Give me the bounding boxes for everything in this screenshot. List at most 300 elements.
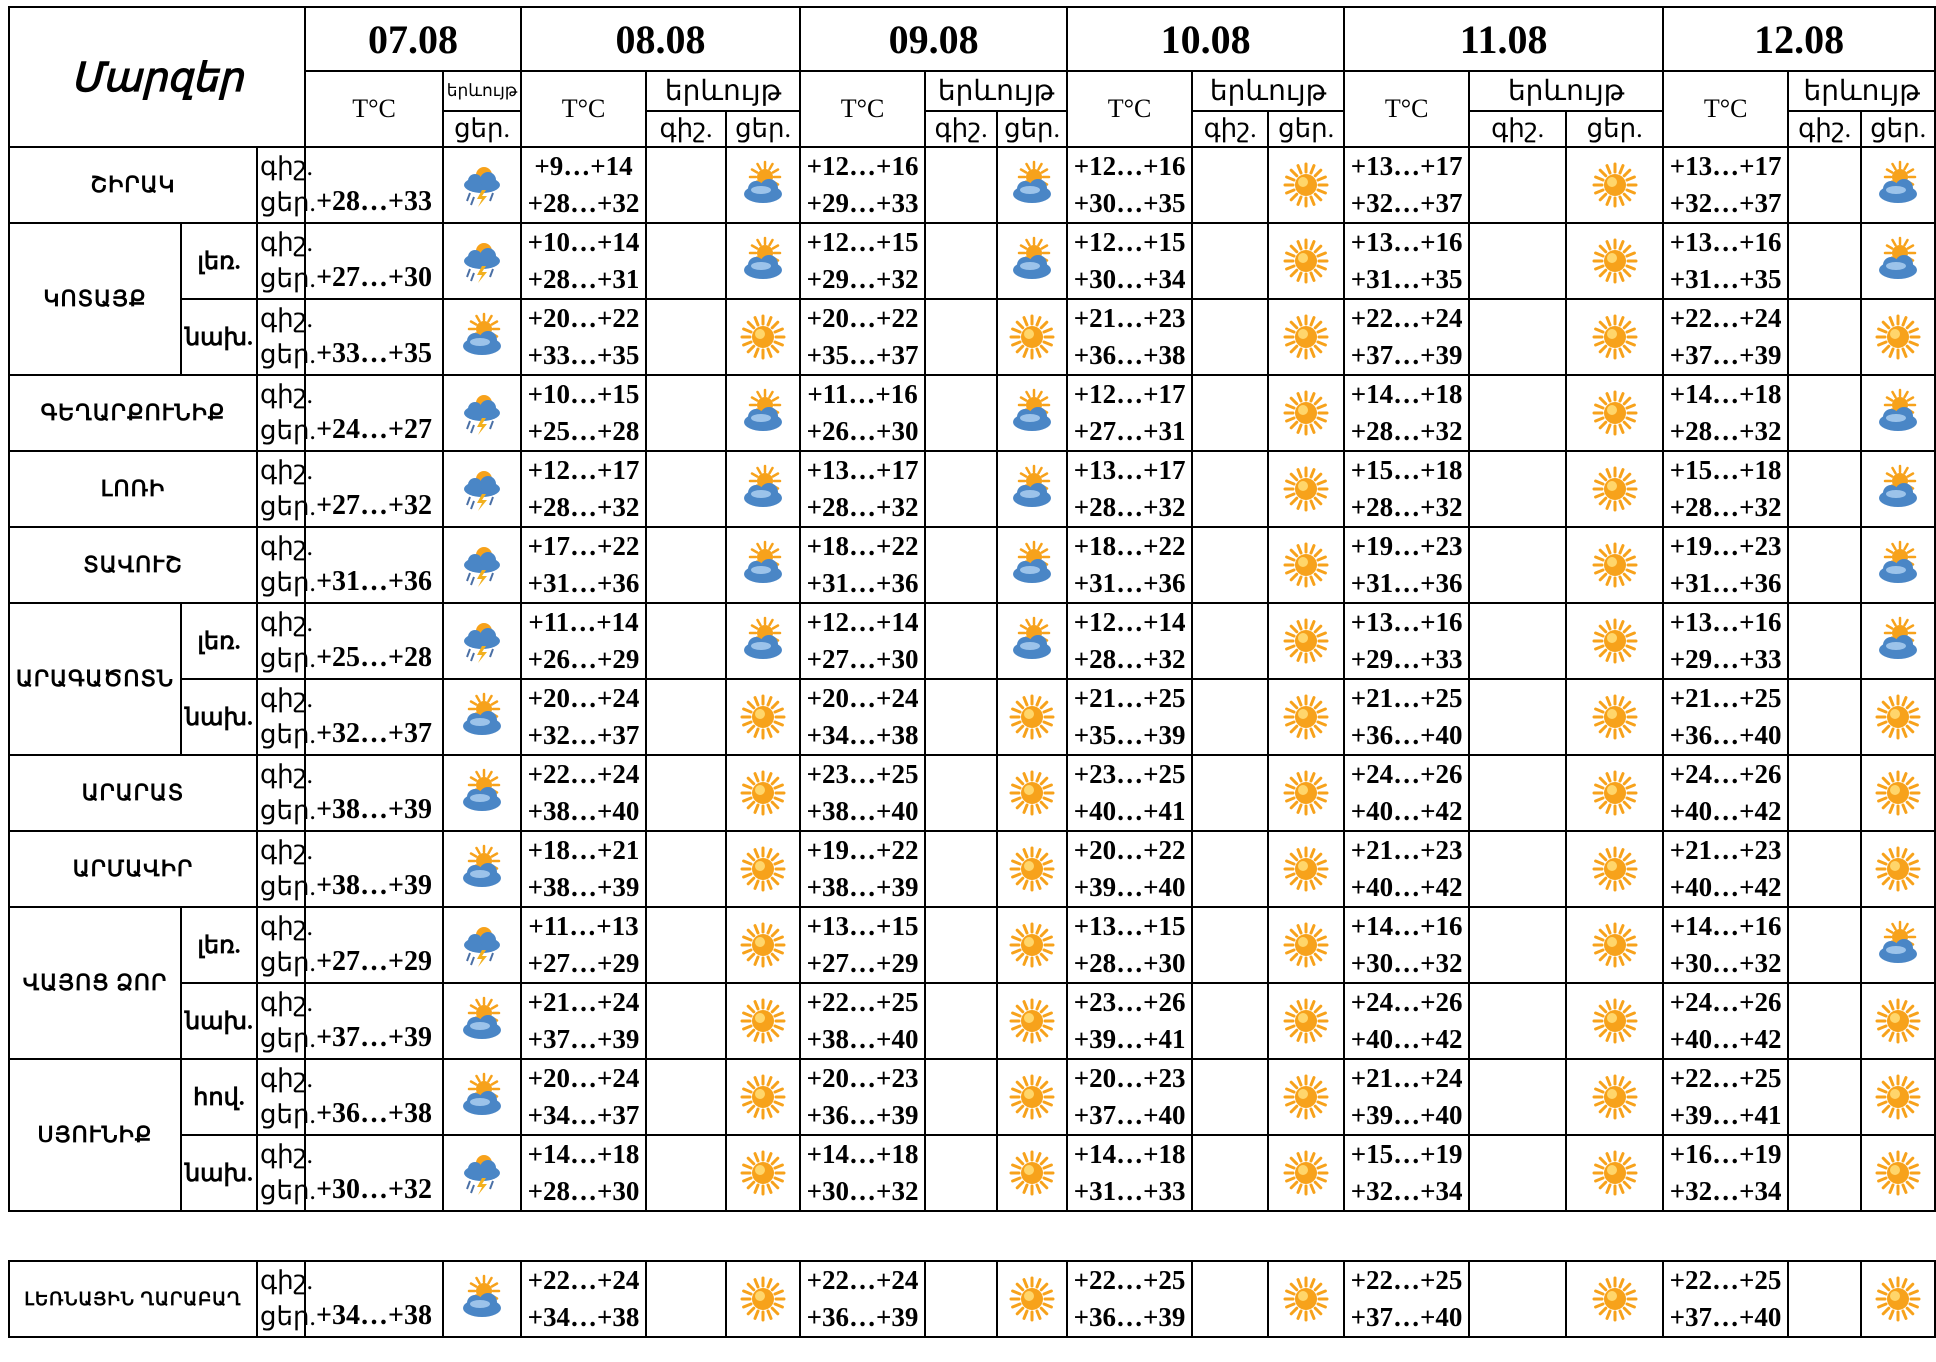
- day-temp: +30…+32: [1669, 948, 1782, 978]
- day-temp: +26…+29: [527, 644, 640, 674]
- day-temp: +26…+30: [806, 416, 919, 446]
- sun-icon: [1282, 997, 1330, 1045]
- crescent-moon-icon: [1788, 1135, 1861, 1211]
- sun-icon: [1874, 1073, 1922, 1121]
- partly-cloudy-icon: [997, 223, 1067, 299]
- day-temp: +32…+34: [1350, 1176, 1463, 1206]
- sun-icon: [1874, 769, 1922, 817]
- karabakh-table: [8, 1260, 1936, 1338]
- sun-icon: [1874, 997, 1922, 1045]
- crescent-moon-icon: [1494, 465, 1542, 513]
- day-temp: +31…+36: [305, 527, 443, 603]
- crescent-moon-icon: [925, 603, 997, 679]
- day-label: ցեր.: [260, 340, 316, 369]
- night-header: գիշ.: [925, 111, 997, 147]
- sun-icon: [1591, 237, 1639, 285]
- crescent-moon-icon: [937, 389, 985, 437]
- day-temp: +39…+41: [1073, 1024, 1186, 1054]
- night-label: գիշ.: [260, 608, 314, 637]
- day-temp: +39…+40: [1073, 872, 1186, 902]
- thunderstorm-icon: [443, 603, 521, 679]
- day-temp: +34…+38: [527, 1302, 640, 1332]
- sun-icon: [1282, 1149, 1330, 1197]
- sun-icon: [1566, 679, 1663, 755]
- night-temp: +19…+23: [1350, 531, 1463, 561]
- temp-range-cell: [1344, 299, 1469, 375]
- sun-icon: [1591, 617, 1639, 665]
- temp-range-cell: [521, 679, 646, 755]
- night-temp: +13…+15: [806, 911, 919, 941]
- time-labels: [257, 603, 316, 679]
- crescent-moon-icon: [925, 679, 997, 755]
- thunderstorm-icon: [458, 465, 506, 513]
- sun-icon: [1566, 223, 1663, 299]
- day-temp: +28…+32: [1669, 492, 1782, 522]
- day-temp: +39…+40: [1350, 1100, 1463, 1130]
- sun-icon: [726, 299, 800, 375]
- crescent-moon-icon: [937, 1275, 985, 1323]
- day-temp: +40…+42: [1669, 1024, 1782, 1054]
- crescent-moon-icon: [646, 831, 726, 907]
- sun-icon: [1591, 313, 1639, 361]
- partly-cloudy-icon: [458, 313, 506, 361]
- crescent-moon-icon: [646, 527, 726, 603]
- temp-range-cell: [1663, 1261, 1788, 1337]
- night-label: գիշ.: [260, 1064, 314, 1093]
- thunderstorm-icon: [458, 161, 506, 209]
- partly-cloudy-icon: [726, 147, 800, 223]
- day-label: ցեր.: [260, 720, 316, 749]
- night-temp: +13…+16: [1350, 227, 1463, 257]
- partly-cloudy-icon: [1008, 389, 1056, 437]
- temp-header: T°C: [1067, 71, 1192, 147]
- sun-icon: [1008, 921, 1056, 969]
- partly-cloudy-icon: [458, 769, 506, 817]
- subregion-label: լեռ.: [181, 907, 257, 983]
- sun-icon: [1591, 1073, 1639, 1121]
- temp-header: T°C: [521, 71, 646, 147]
- night-temp: +20…+23: [806, 1063, 919, 1093]
- night-temp: +21…+23: [1073, 303, 1186, 333]
- day-temp: +40…+42: [1350, 872, 1463, 902]
- day-temp: +28…+33: [305, 147, 443, 223]
- day-label: ցեր.: [260, 1176, 316, 1205]
- temp-range-cell: [1663, 223, 1788, 299]
- crescent-moon-icon: [925, 1059, 997, 1135]
- crescent-moon-icon: [925, 527, 997, 603]
- day-label: ցեր.: [260, 1024, 316, 1053]
- night-temp: +13…+17: [1350, 151, 1463, 181]
- day-label: ցեր.: [260, 872, 316, 901]
- day-temp: +38…+40: [806, 1024, 919, 1054]
- partly-cloudy-icon: [739, 161, 787, 209]
- crescent-moon-icon: [662, 1073, 710, 1121]
- crescent-moon-icon: [1192, 603, 1268, 679]
- thunderstorm-icon: [443, 1135, 521, 1211]
- night-temp: +12…+17: [527, 455, 640, 485]
- crescent-moon-icon: [662, 617, 710, 665]
- crescent-moon-icon: [1494, 769, 1542, 817]
- temp-range-cell: [1663, 755, 1788, 831]
- crescent-moon-icon: [1494, 389, 1542, 437]
- crescent-moon-icon: [646, 1261, 726, 1337]
- subregion-label: նախ.: [181, 983, 257, 1059]
- sun-icon: [1591, 161, 1639, 209]
- crescent-moon-icon: [1469, 1261, 1566, 1337]
- crescent-moon-icon: [937, 1073, 985, 1121]
- crescent-moon-icon: [937, 997, 985, 1045]
- day-temp: +25…+28: [305, 603, 443, 679]
- temp-range-cell: [800, 375, 925, 451]
- day-temp: +36…+38: [305, 1059, 443, 1135]
- night-temp: +12…+15: [806, 227, 919, 257]
- thunderstorm-icon: [458, 237, 506, 285]
- temp-range-cell: [1663, 983, 1788, 1059]
- temp-range-cell: [1344, 831, 1469, 907]
- crescent-moon-icon: [646, 755, 726, 831]
- partly-cloudy-icon: [443, 755, 521, 831]
- night-temp: +21…+24: [527, 987, 640, 1017]
- crescent-moon-icon: [1494, 617, 1542, 665]
- sun-icon: [1861, 679, 1935, 755]
- night-temp: +21…+24: [1350, 1063, 1463, 1093]
- time-labels: [257, 1261, 316, 1337]
- day-temp: +40…+42: [1350, 1024, 1463, 1054]
- crescent-moon-icon: [1192, 299, 1268, 375]
- sun-icon: [1268, 451, 1344, 527]
- partly-cloudy-icon: [443, 1261, 521, 1337]
- sun-icon: [997, 831, 1067, 907]
- partly-cloudy-icon: [1861, 907, 1935, 983]
- thunderstorm-icon: [443, 147, 521, 223]
- day-temp: +34…+37: [527, 1100, 640, 1130]
- crescent-moon-icon: [662, 389, 710, 437]
- temp-range-cell: [800, 223, 925, 299]
- day-temp: +35…+39: [1073, 720, 1186, 750]
- crescent-moon-icon: [1801, 845, 1849, 893]
- crescent-moon-icon: [1469, 907, 1566, 983]
- crescent-moon-icon: [662, 769, 710, 817]
- night-temp: +20…+22: [527, 303, 640, 333]
- sun-icon: [1874, 845, 1922, 893]
- night-temp: +21…+25: [1669, 683, 1782, 713]
- crescent-moon-icon: [646, 983, 726, 1059]
- temp-range-cell: [521, 527, 646, 603]
- day-temp: +31…+35: [1350, 264, 1463, 294]
- sun-icon: [1268, 679, 1344, 755]
- day-label: ցեր.: [260, 796, 316, 825]
- region-name: ԳԵՂԱՐՔՈՒՆԻՔ: [9, 375, 257, 451]
- temp-range-cell: [800, 831, 925, 907]
- sun-icon: [1008, 1275, 1056, 1323]
- crescent-moon-icon: [1494, 161, 1542, 209]
- night-temp: +18…+21: [527, 835, 640, 865]
- crescent-moon-icon: [937, 845, 985, 893]
- night-label: գիշ.: [260, 988, 314, 1017]
- day-label: ցեր.: [260, 416, 316, 445]
- day-temp: +36…+39: [1073, 1302, 1186, 1332]
- crescent-moon-icon: [937, 541, 985, 589]
- sun-icon: [1566, 907, 1663, 983]
- day-temp: +30…+34: [1073, 264, 1186, 294]
- partly-cloudy-icon: [1861, 603, 1935, 679]
- thunderstorm-icon: [458, 389, 506, 437]
- crescent-moon-icon: [1206, 1275, 1254, 1323]
- sun-icon: [1008, 997, 1056, 1045]
- partly-cloudy-icon: [1861, 375, 1935, 451]
- crescent-moon-icon: [646, 147, 726, 223]
- temp-range-cell: [1663, 907, 1788, 983]
- crescent-moon-icon: [1206, 389, 1254, 437]
- day-temp: +31…+36: [1350, 568, 1463, 598]
- partly-cloudy-icon: [443, 983, 521, 1059]
- temp-range-cell: [1067, 451, 1192, 527]
- region-name: ԿՈՏԱՅՔ: [9, 223, 181, 375]
- crescent-moon-icon: [937, 769, 985, 817]
- sun-icon: [1591, 769, 1639, 817]
- sun-icon: [1282, 693, 1330, 741]
- night-temp: +20…+24: [806, 683, 919, 713]
- sun-icon: [1861, 1261, 1935, 1337]
- day-temp: +38…+39: [806, 872, 919, 902]
- sun-icon: [1591, 1275, 1639, 1323]
- temp-range-cell: [521, 299, 646, 375]
- region-name: ՍՅՈՒՆԻՔ: [9, 1059, 181, 1211]
- time-labels: [257, 451, 316, 527]
- crescent-moon-icon: [1469, 527, 1566, 603]
- temp-range-cell: [800, 147, 925, 223]
- day-temp: +27…+29: [305, 907, 443, 983]
- crescent-moon-icon: [1788, 451, 1861, 527]
- temp-range-cell: [800, 755, 925, 831]
- phenomenon-header: երևույթ: [646, 71, 800, 111]
- partly-cloudy-icon: [1861, 223, 1935, 299]
- night-label: գիշ.: [260, 684, 314, 713]
- sun-icon: [997, 755, 1067, 831]
- crescent-moon-icon: [937, 617, 985, 665]
- temp-range-cell: [1344, 1059, 1469, 1135]
- temp-range-cell: [1344, 907, 1469, 983]
- night-temp: +12…+16: [806, 151, 919, 181]
- temp-range-cell: [800, 907, 925, 983]
- crescent-moon-icon: [1192, 451, 1268, 527]
- partly-cloudy-icon: [726, 527, 800, 603]
- crescent-moon-icon: [1206, 465, 1254, 513]
- sun-icon: [739, 921, 787, 969]
- day-temp: +28…+31: [527, 264, 640, 294]
- night-temp: +10…+15: [527, 379, 640, 409]
- sun-icon: [1268, 299, 1344, 375]
- region-name: ԼՈՌԻ: [9, 451, 257, 527]
- temp-range-cell: [1067, 299, 1192, 375]
- subregion-label: հով.: [181, 1059, 257, 1135]
- night-temp: +13…+16: [1669, 227, 1782, 257]
- night-temp: +14…+18: [1073, 1139, 1186, 1169]
- crescent-moon-icon: [662, 921, 710, 969]
- temp-range-cell: [1344, 1261, 1469, 1337]
- sun-icon: [1591, 541, 1639, 589]
- temp-range-cell: [1344, 983, 1469, 1059]
- day-label: ցեր.: [260, 188, 316, 217]
- sun-icon: [1861, 755, 1935, 831]
- sun-icon: [739, 997, 787, 1045]
- day-temp: +28…+32: [1350, 492, 1463, 522]
- crescent-moon-icon: [1788, 907, 1861, 983]
- crescent-moon-icon: [1801, 693, 1849, 741]
- day-temp: +40…+42: [1669, 796, 1782, 826]
- night-temp: +18…+22: [806, 531, 919, 561]
- temp-header: T°C: [305, 71, 443, 147]
- night-temp: +20…+22: [806, 303, 919, 333]
- temp-range-cell: [800, 1135, 925, 1211]
- sun-icon: [1282, 313, 1330, 361]
- crescent-moon-icon: [646, 1059, 726, 1135]
- crescent-moon-icon: [925, 147, 997, 223]
- crescent-moon-icon: [925, 451, 997, 527]
- crescent-moon-icon: [1494, 1073, 1542, 1121]
- time-labels: [257, 223, 316, 299]
- crescent-moon-icon: [1469, 679, 1566, 755]
- region-name: ԱՐԱՐԱՏ: [9, 755, 257, 831]
- night-temp: +11…+13: [528, 911, 639, 941]
- day-temp: +32…+37: [1350, 188, 1463, 218]
- region-name: ԼԵՌՆԱՅԻՆ ՂԱՐԱԲԱՂ: [9, 1261, 257, 1337]
- partly-cloudy-icon: [1874, 921, 1922, 969]
- night-temp: +23…+26: [1073, 987, 1186, 1017]
- region-name: ԱՐՄԱՎԻՐ: [9, 831, 257, 907]
- crescent-moon-icon: [646, 299, 726, 375]
- sun-icon: [1874, 1275, 1922, 1323]
- partly-cloudy-icon: [458, 997, 506, 1045]
- crescent-moon-icon: [646, 907, 726, 983]
- day-temp: +27…+31: [1073, 416, 1186, 446]
- night-temp: +20…+24: [527, 683, 640, 713]
- sun-icon: [726, 983, 800, 1059]
- sun-icon: [1268, 831, 1344, 907]
- crescent-moon-icon: [1494, 1275, 1542, 1323]
- temp-range-cell: [800, 451, 925, 527]
- crescent-moon-icon: [1206, 693, 1254, 741]
- table-row: [9, 755, 1935, 831]
- temp-range-cell: [1663, 299, 1788, 375]
- day-label: ցեր.: [260, 948, 316, 977]
- night-label: գիշ.: [260, 1266, 314, 1295]
- sun-icon: [1008, 845, 1056, 893]
- crescent-moon-icon: [1206, 845, 1254, 893]
- temp-range-cell: [1663, 1135, 1788, 1211]
- day-label: ցեր.: [260, 644, 316, 673]
- subregion-label: նախ.: [181, 299, 257, 375]
- crescent-moon-icon: [925, 907, 997, 983]
- crescent-moon-icon: [1192, 147, 1268, 223]
- crescent-moon-icon: [1469, 831, 1566, 907]
- crescent-moon-icon: [1788, 1059, 1861, 1135]
- day-temp: +34…+38: [305, 1261, 443, 1337]
- temp-range-cell: [1067, 223, 1192, 299]
- night-temp: +16…+19: [1669, 1139, 1782, 1169]
- night-temp: +14…+18: [806, 1139, 919, 1169]
- thunderstorm-icon: [458, 617, 506, 665]
- night-temp: +21…+25: [1350, 683, 1463, 713]
- crescent-moon-icon: [1469, 299, 1566, 375]
- day-temp: +31…+36: [806, 568, 919, 598]
- partly-cloudy-icon: [739, 541, 787, 589]
- sun-icon: [997, 1261, 1067, 1337]
- sun-icon: [1566, 527, 1663, 603]
- crescent-moon-icon: [1801, 541, 1849, 589]
- sun-icon: [1591, 465, 1639, 513]
- regions-header: Մարզեր: [9, 7, 305, 147]
- partly-cloudy-icon: [1008, 617, 1056, 665]
- night-temp: +21…+25: [1073, 683, 1186, 713]
- temp-range-cell: [1067, 907, 1192, 983]
- partly-cloudy-icon: [458, 693, 506, 741]
- crescent-moon-icon: [1494, 997, 1542, 1045]
- sun-icon: [997, 1059, 1067, 1135]
- crescent-moon-icon: [662, 1275, 710, 1323]
- thunderstorm-icon: [458, 541, 506, 589]
- crescent-moon-icon: [662, 1149, 710, 1197]
- thunderstorm-icon: [443, 223, 521, 299]
- day-temp: +28…+32: [1350, 416, 1463, 446]
- crescent-moon-icon: [662, 541, 710, 589]
- crescent-moon-icon: [1494, 313, 1542, 361]
- temp-range-cell: [1663, 451, 1788, 527]
- crescent-moon-icon: [1192, 1261, 1268, 1337]
- partly-cloudy-icon: [739, 237, 787, 285]
- sun-icon: [1268, 147, 1344, 223]
- phenomenon-header: երևույթ: [443, 71, 521, 111]
- crescent-moon-icon: [1192, 679, 1268, 755]
- crescent-moon-icon: [1469, 983, 1566, 1059]
- sun-icon: [1268, 983, 1344, 1059]
- day-temp: +28…+32: [1073, 492, 1186, 522]
- table-row: [9, 299, 1935, 375]
- partly-cloudy-icon: [1861, 527, 1935, 603]
- crescent-moon-icon: [1801, 465, 1849, 513]
- day-temp: +28…+32: [1669, 416, 1782, 446]
- night-temp: +22…+25: [1669, 1063, 1782, 1093]
- night-temp: +24…+26: [1350, 987, 1463, 1017]
- day-temp: +40…+41: [1073, 796, 1186, 826]
- sun-icon: [1282, 541, 1330, 589]
- partly-cloudy-icon: [726, 603, 800, 679]
- phenomenon-header: երևույթ: [1192, 71, 1344, 111]
- day-header: ցեր.: [1268, 111, 1344, 147]
- day-temp: +37…+40: [1669, 1302, 1782, 1332]
- date-header: 10.08: [1067, 7, 1344, 71]
- temp-range-cell: [1663, 375, 1788, 451]
- day-label: ցեր.: [260, 568, 316, 597]
- crescent-moon-icon: [937, 161, 985, 209]
- crescent-moon-icon: [1801, 161, 1849, 209]
- crescent-moon-icon: [1801, 389, 1849, 437]
- crescent-moon-icon: [1788, 1261, 1861, 1337]
- temp-range-cell: [1067, 755, 1192, 831]
- sun-icon: [1268, 1059, 1344, 1135]
- crescent-moon-icon: [1801, 769, 1849, 817]
- day-temp: +31…+36: [1073, 568, 1186, 598]
- sun-icon: [739, 1275, 787, 1323]
- sun-icon: [997, 1135, 1067, 1211]
- crescent-moon-icon: [1206, 997, 1254, 1045]
- crescent-moon-icon: [1192, 831, 1268, 907]
- day-temp: +39…+41: [1669, 1100, 1782, 1130]
- crescent-moon-icon: [1206, 769, 1254, 817]
- crescent-moon-icon: [1206, 313, 1254, 361]
- day-temp: +32…+37: [527, 720, 640, 750]
- night-label: գիշ.: [260, 836, 314, 865]
